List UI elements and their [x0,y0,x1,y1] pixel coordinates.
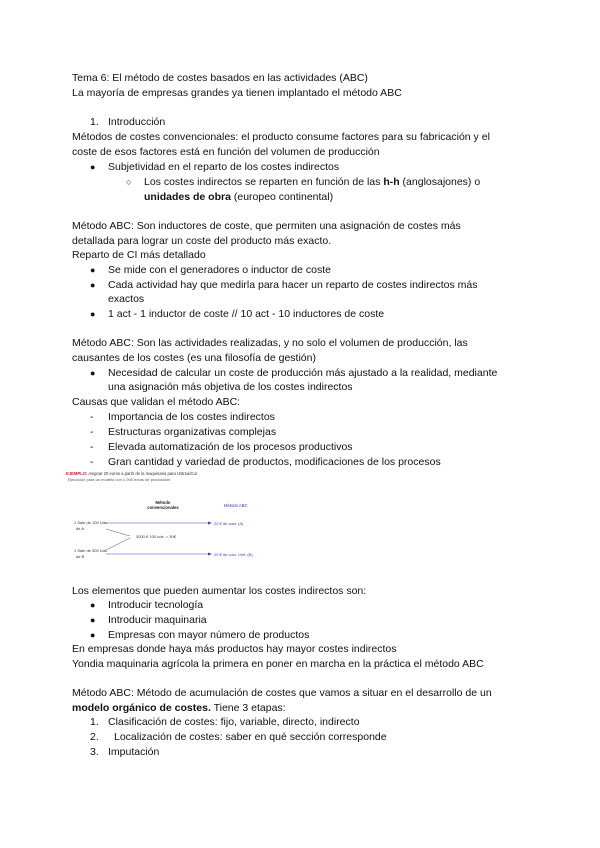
figure-line-b [106,538,130,550]
numbered-item: Clasificación de costes: fijo, variable, directo, indirecto [108,716,360,728]
bullet-icon: ● [90,162,96,172]
circle-bullet-icon: ○ [126,177,132,187]
figure-col-abc: Método ABC [224,503,248,508]
figure-col-conv-l2: convencionales [147,505,179,510]
text-line: Causas que validan el método ABC: [72,396,241,408]
dash-icon: - [90,411,94,423]
dash-icon: - [90,456,94,468]
figure-example-line1: EJEMPLO: Asignar 20 euros a partir de la maquinaria para Ustrea/Cur [66,471,198,476]
section-heading: Introducción [108,116,166,128]
sub-bullet-text: Los costes indirectos se reparten en función de las h-h (anglosajones) o [144,176,481,188]
text-line: Yondia maquinaria agrícola la primera en poner en marcha en la práctica el método ABC [72,658,484,670]
text-line: Método ABC: Método de acumulación de costes que vamos a situar en el desarrollo de un [72,687,492,699]
numbered-item: Imputación [108,746,160,758]
figure-row2-right: 20 € de cost. Unit. (B) [214,552,253,557]
bullet-icon: ● [90,615,96,625]
figure-row1-right: 20 € de cost. (A) [214,521,244,526]
bullet-icon: ● [90,368,96,378]
dash-item: Estructuras organizativas complejas [108,426,277,438]
text-line: causantes de los costes (es una filosofía de gestión) [72,352,316,364]
text-line: detallada para lograr un coste del producto más exacto. [72,235,332,247]
bullet-icon: ● [90,265,96,275]
sub-bullet-text: unidades de obra (europeo continental) [144,191,334,203]
figure-row1-l1: 1 Sale de 100 Uds [74,520,107,525]
figure-arrowhead-row2 [208,553,212,556]
figure-line-a [106,529,130,536]
dash-icon: - [90,426,94,438]
text-line: coste de esos factores está en función del volumen de producción [72,146,380,158]
title-line: Tema 6: El método de costes basados en las actividades (ABC) [72,72,368,84]
bullet-text: exactos [108,293,145,305]
bullet-text: Se mide con el generadores o inductor de coste [108,264,331,276]
text-line: Los elementos que pueden aumentar los costes indirectos son: [72,585,367,597]
list-number: 1. [90,716,99,728]
text-line: Reparto de CI más detallado [72,249,206,261]
figure-row2-l1: 1 Sale de 300 Uds [74,548,107,553]
figure-row1-l2: de A [76,526,85,531]
bullet-icon: ● [90,280,96,290]
text-line: Métodos de costes convencionales: el producto consume factores para su fabricación y el [72,131,490,143]
example-figure [66,470,298,570]
bullet-text: Empresas con mayor número de productos [108,629,310,641]
figure-row2-l2: de B [76,554,85,559]
bullet-text: Subjetividad en el reparto de los costes indirectos [108,161,340,173]
text-line: En empresas donde haya más productos hay mayor costes indirectos [72,643,397,655]
bullet-text: Necesidad de calcular un coste de producción más ajustado a la realidad, mediante [108,367,498,379]
bullet-icon: ● [90,630,96,640]
dash-icon: - [90,441,94,453]
list-number: 2. [90,731,99,743]
text-line: Método ABC: Son las actividades realizadas, y no solo el volumen de producción, las [72,337,468,349]
figure-arrowhead-row1 [208,522,212,525]
dash-item: Elevada automatización de los procesos productivos [108,441,353,453]
list-number: 3. [90,746,99,758]
text-line: modelo orgánico de costes. Tiene 3 etapas: [72,702,286,714]
text-line: Método ABC: Son inductores de coste, que permiten una asignación de costes más [72,220,461,232]
bullet-text: Introducir tecnología [108,599,204,611]
intro-line: La mayoría de empresas grandes ya tienen implantado el método ABC [72,87,402,99]
bullet-icon: ● [90,600,96,610]
bullet-text: una asignación más objetiva de los costes indirectos [108,381,353,393]
figure-example-line2: Ejecución para un modelo con 1.000 horas de producción [68,477,171,482]
dash-item: Importancia de los costes indirectos [108,411,275,423]
list-number: 1. [90,116,99,128]
bullet-text: Cada actividad hay que medirla para hacer un reparto de costes indirectos más [108,279,478,291]
bullet-icon: ● [90,309,96,319]
numbered-item: Localización de costes: saber en qué sección corresponde [114,731,387,743]
bullet-text: 1 act - 1 inductor de coste // 10 act - 10 inductores de coste [108,308,385,320]
figure-mid-text: 3000 € 100 uds. = 30€ [136,534,176,539]
dash-item: Gran cantidad y variedad de productos, modificaciones de los procesos [108,456,441,468]
figure-col-conv-l1: Método [155,500,171,505]
bullet-text: Introducir maquinaria [108,614,207,626]
